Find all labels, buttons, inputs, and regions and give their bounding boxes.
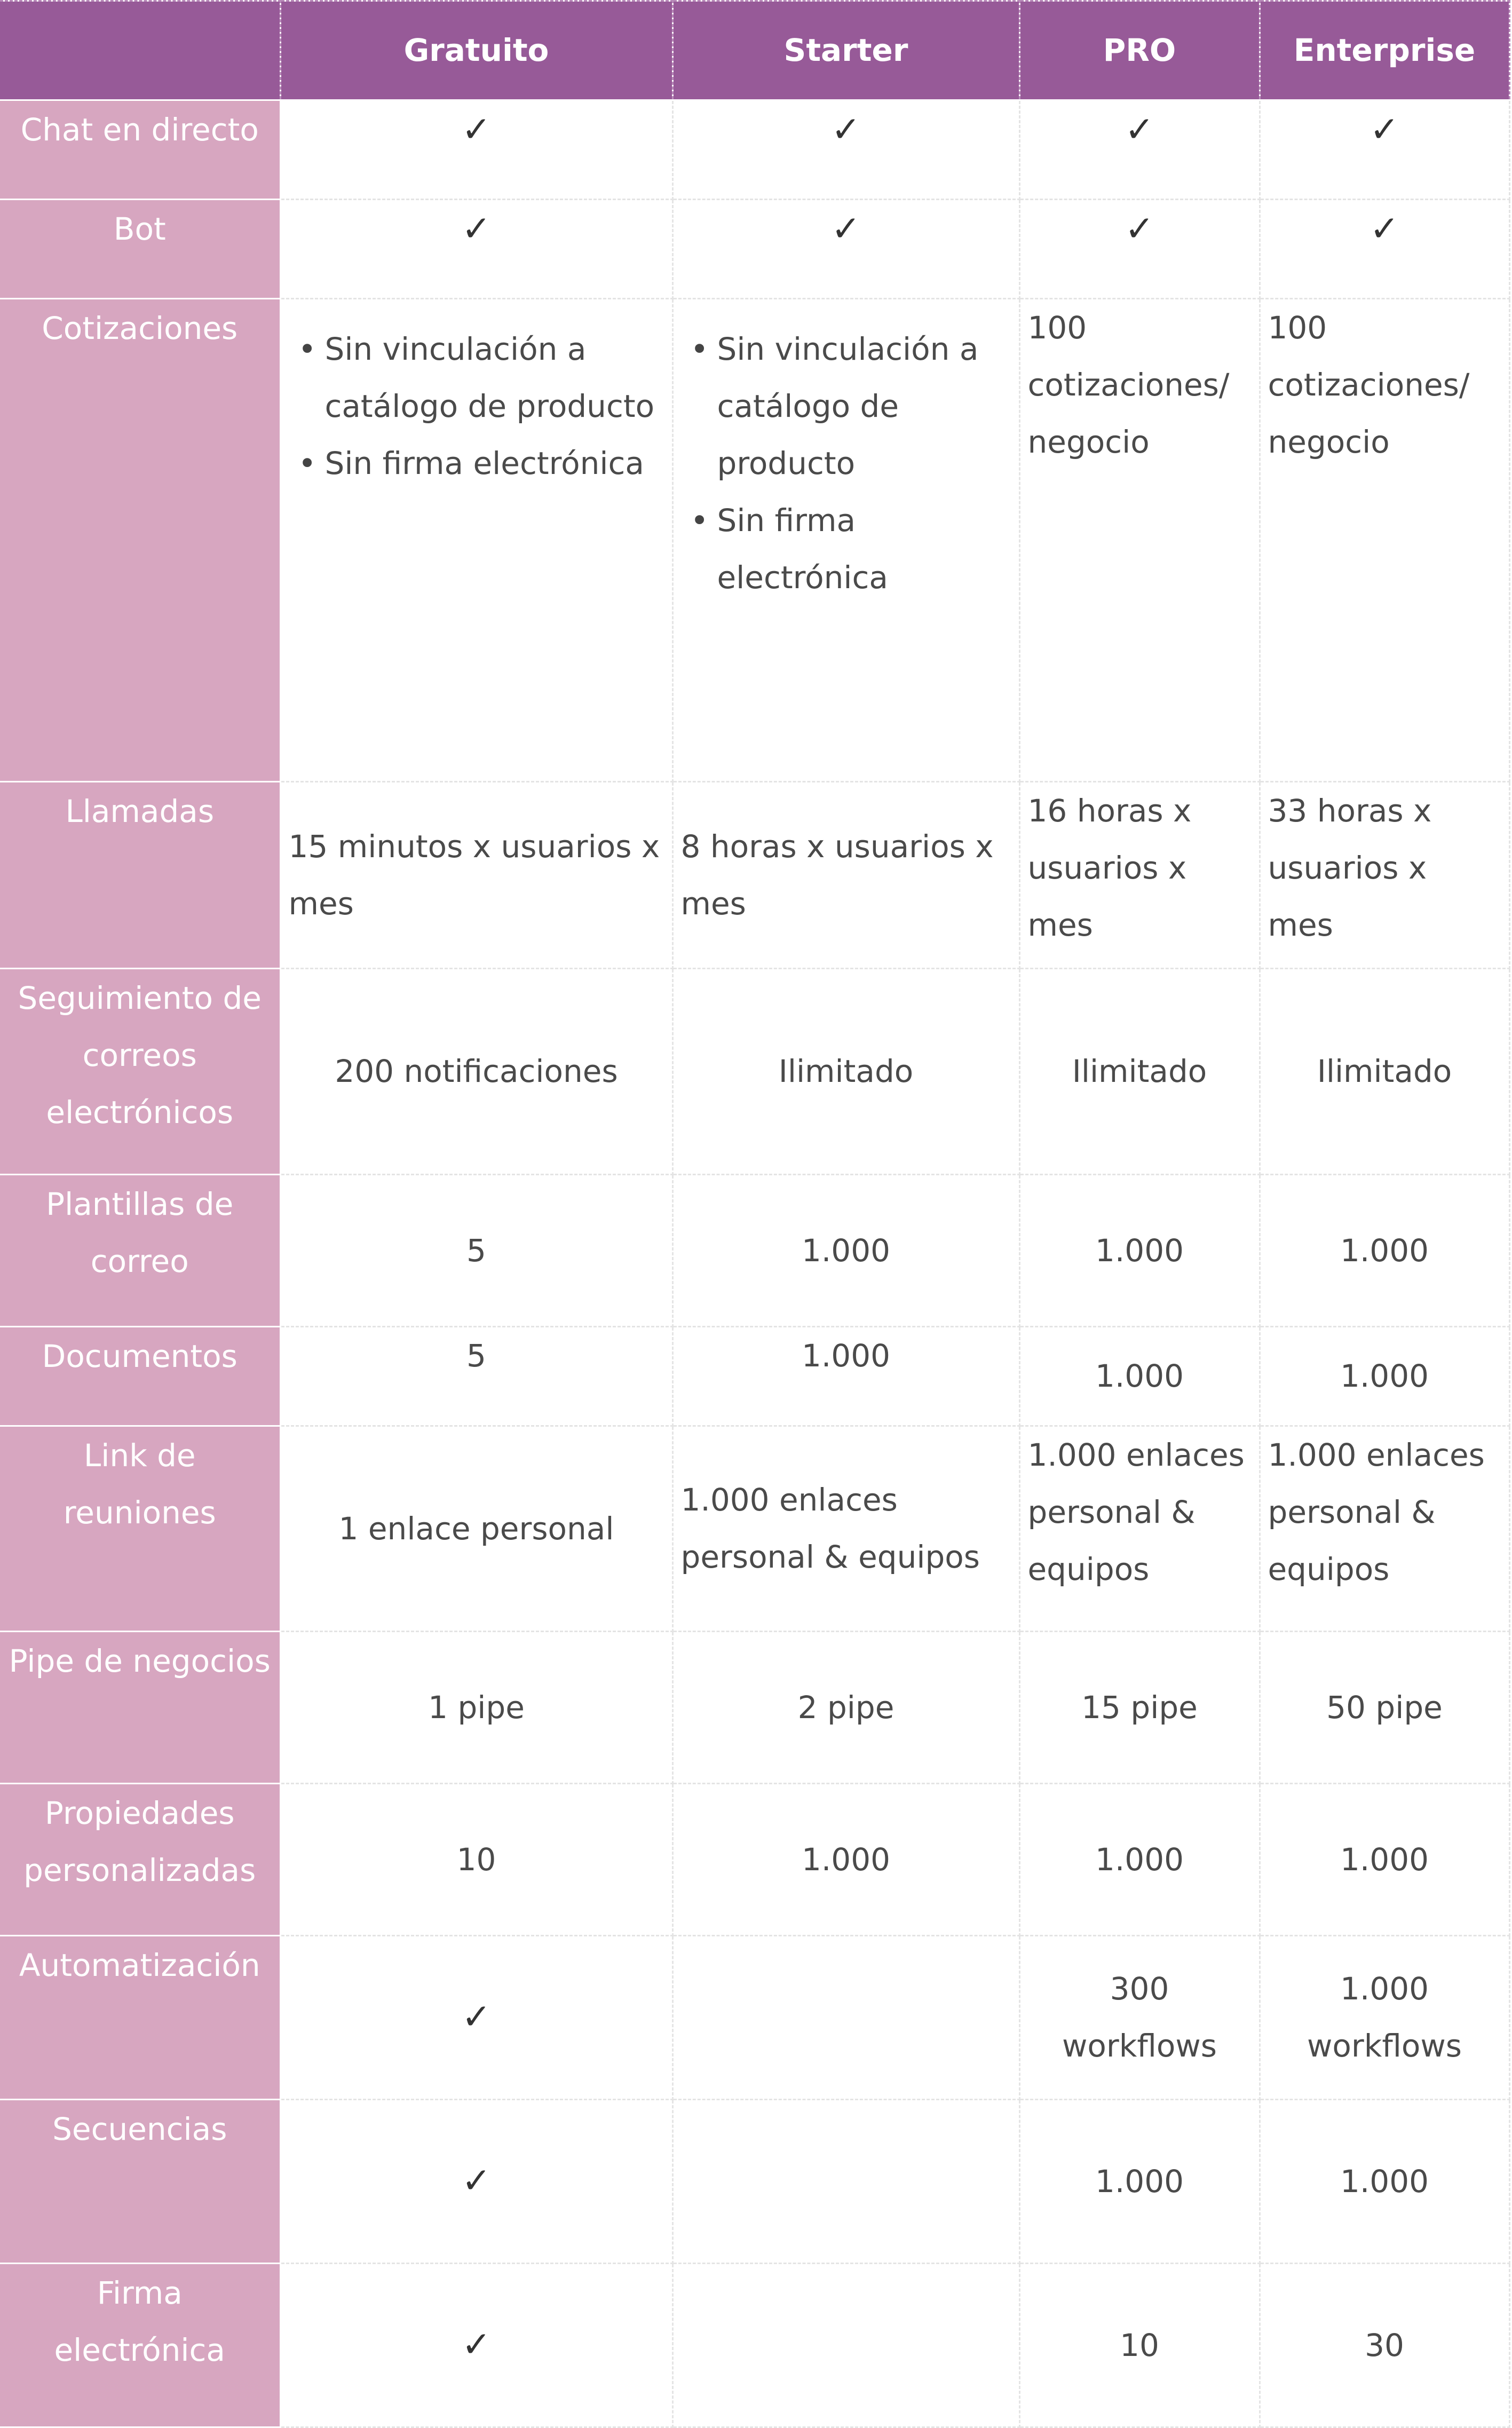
gratuito-cell: [280, 200, 672, 299]
starter-cell: [672, 200, 1019, 299]
check-icon: ✓: [1125, 208, 1154, 249]
gratuito-cell: [280, 2264, 672, 2427]
row-label-automatizacion: Automatización: [0, 1936, 280, 2100]
starter-cell: [672, 1936, 1019, 2100]
table-row: [0, 1784, 1509, 1936]
pro-cell: 16 horas x usuarios x mes: [1019, 782, 1260, 969]
row-label-plantillas: Plantillas de correo: [0, 1175, 280, 1327]
starter-cell: 1.000: [672, 1175, 1019, 1327]
check-icon: ✓: [831, 109, 861, 150]
pro-cell: 15 pipe: [1019, 1632, 1260, 1784]
enterprise-cell: 1.000: [1260, 1327, 1509, 1426]
table-row: [0, 782, 1509, 969]
list-item: • Sin vinculación a catálogo de producto: [681, 321, 1011, 492]
check-icon: ✓: [831, 208, 861, 249]
enterprise-cell: [1260, 200, 1509, 299]
gratuito-cell: 5: [280, 1175, 672, 1327]
starter-cell: Ilimitado: [672, 969, 1019, 1175]
row-label-bot: Bot: [0, 200, 280, 299]
pro-cell: 1.000 enlaces personal & equipos: [1019, 1426, 1260, 1632]
list-item: • Sin firma electrónica: [681, 492, 1011, 606]
gratuito-cell: 5: [280, 1327, 672, 1426]
enterprise-cell: 1.000 workflows: [1260, 1936, 1509, 2100]
table-row: [0, 200, 1509, 299]
row-label-link: Link de reuniones: [0, 1426, 280, 1632]
bullet-list: [289, 321, 664, 492]
table-row: [0, 1632, 1509, 1784]
header-row: [0, 1, 1509, 100]
pro-cell: 1.000: [1019, 1175, 1260, 1327]
row-label-firma: Firma electrónica: [0, 2264, 280, 2427]
check-icon: ✓: [1125, 109, 1154, 150]
starter-cell: [672, 299, 1019, 782]
enterprise-cell: 100 cotizaciones/ negocio: [1260, 299, 1509, 782]
gratuito-cell: 1 pipe: [280, 1632, 672, 1784]
check-icon: ✓: [1369, 109, 1399, 150]
plan-header-gratuito: Gratuito: [280, 1, 672, 100]
starter-cell: [672, 2264, 1019, 2427]
enterprise-cell: 1.000 enlaces personal & equipos: [1260, 1426, 1509, 1632]
enterprise-cell: 1.000: [1260, 2100, 1509, 2264]
pro-cell: 10: [1019, 2264, 1260, 2427]
enterprise-cell: 1.000: [1260, 1784, 1509, 1936]
table-row: [0, 1426, 1509, 1632]
row-label-propiedades: Propiedades personalizadas: [0, 1784, 280, 1936]
check-icon: ✓: [1369, 208, 1399, 249]
starter-cell: [672, 100, 1019, 200]
row-label-documentos: Documentos: [0, 1327, 280, 1426]
enterprise-cell: Ilimitado: [1260, 969, 1509, 1175]
check-icon: ✓: [461, 208, 492, 249]
starter-cell: 2 pipe: [672, 1632, 1019, 1784]
enterprise-cell: 33 horas x usuarios x mes: [1260, 782, 1509, 969]
row-label-secuencias: Secuencias: [0, 2100, 280, 2264]
enterprise-cell: 1.000: [1260, 1175, 1509, 1327]
starter-cell: 1.000: [672, 1327, 1019, 1426]
pro-cell: [1019, 100, 1260, 200]
starter-cell: [672, 2100, 1019, 2264]
gratuito-cell: [280, 100, 672, 200]
table-row: [0, 2264, 1509, 2427]
table-row: [0, 1936, 1509, 2100]
enterprise-cell: [1260, 100, 1509, 200]
gratuito-cell: [280, 2100, 672, 2264]
pro-cell: 1.000: [1019, 2100, 1260, 2264]
pro-cell: 300 workflows: [1019, 1936, 1260, 2100]
row-label-chat: Chat en directo: [0, 100, 280, 200]
check-icon: ✓: [461, 109, 492, 150]
check-icon: ✓: [461, 2160, 492, 2201]
starter-cell: 1.000: [672, 1784, 1019, 1936]
gratuito-cell: 15 minutos x usuarios x mes: [280, 782, 672, 969]
pro-cell: 100 cotizaciones/ negocio: [1019, 299, 1260, 782]
pro-cell: Ilimitado: [1019, 969, 1260, 1175]
row-label-cotizaciones: Cotizaciones: [0, 299, 280, 782]
gratuito-cell: 10: [280, 1784, 672, 1936]
table-row: [0, 2100, 1509, 2264]
gratuito-cell: [280, 299, 672, 782]
plan-header-starter: Starter: [672, 1, 1019, 100]
starter-cell: 8 horas x usuarios x mes: [672, 782, 1019, 969]
header-corner: [0, 1, 280, 100]
bullet-list: [681, 321, 1011, 606]
table-row: [0, 1175, 1509, 1327]
enterprise-cell: 30: [1260, 2264, 1509, 2427]
gratuito-cell: 1 enlace personal: [280, 1426, 672, 1632]
starter-cell: 1.000 enlaces personal & equipos: [672, 1426, 1019, 1632]
plan-header-enterprise: Enterprise: [1260, 1, 1509, 100]
check-icon: ✓: [461, 2324, 492, 2365]
pro-cell: 1.000: [1019, 1327, 1260, 1426]
check-icon: ✓: [461, 1996, 492, 2037]
table-row: [0, 1327, 1509, 1426]
table-row: [0, 299, 1509, 782]
gratuito-cell: 200 notificaciones: [280, 969, 672, 1175]
pro-cell: [1019, 200, 1260, 299]
enterprise-cell: 50 pipe: [1260, 1632, 1509, 1784]
row-label-llamadas: Llamadas: [0, 782, 280, 969]
list-item: • Sin firma electrónica: [289, 435, 664, 492]
plan-header-pro: PRO: [1019, 1, 1260, 100]
table-row: [0, 969, 1509, 1175]
row-label-pipe: Pipe de negocios: [0, 1632, 280, 1784]
gratuito-cell: [280, 1936, 672, 2100]
row-label-seguimiento: Seguimiento de correos electrónicos: [0, 969, 280, 1175]
list-item: • Sin vinculación a catálogo de producto: [289, 321, 664, 435]
pro-cell: 1.000: [1019, 1784, 1260, 1936]
table-row: [0, 100, 1509, 200]
